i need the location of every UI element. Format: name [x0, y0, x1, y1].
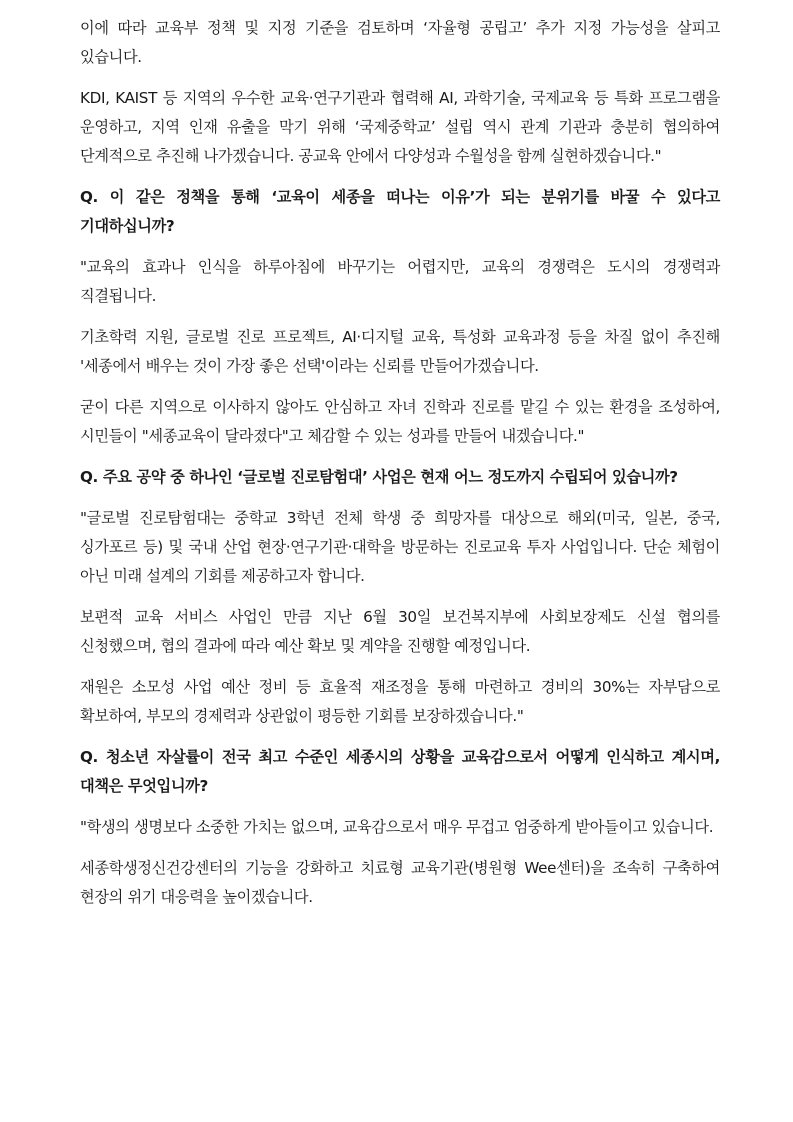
- body-paragraph: 기초학력 지원, 글로벌 진로 프로젝트, AI·디지털 교육, 특성화 교육과정 등을 차질 없이 추진해 '세종에서 배우는 것이 가장 좋은 선택'이라는 신뢰를 만들어가겠습니다.: [80, 328, 720, 375]
- body-paragraph: KDI, KAIST 등 지역의 우수한 교육·연구기관과 협력해 AI, 과학기술, 국제교육 등 특화 프로그램을 운영하고, 지역 인재 유출을 막기 위해 ‘국제중학교’ 설립 역시 관계 기관과 충분히 협의하여 단계적으로 추진해 나가겠습니다. 공교육 안에서 다양성과 수월성을 함께 실현하겠습니다.": [80, 89, 720, 165]
- body-paragraph: 세종학생정신건강센터의 기능을 강화하고 치료형 교육기관(병원형 Wee센터)을 조속히 구축하여 현장의 위기 대응력을 높이겠습니다.: [80, 859, 720, 906]
- body-paragraph: 굳이 다른 지역으로 이사하지 않아도 안심하고 자녀 진학과 진로를 맡길 수 있는 환경을 조성하여, 시민들이 "세종교육이 달라졌다"고 체감할 수 있는 성과를 만들어 내겠습니다.": [80, 398, 720, 445]
- body-paragraph: 이에 따라 교육부 정책 및 지정 기준을 검토하며 ‘자율형 공립고’ 추가 지정 가능성을 살피고 있습니다.: [80, 19, 720, 66]
- body-paragraph: "글로벌 진로탐험대는 중학교 3학년 전체 학생 중 희망자를 대상으로 해외(미국, 일본, 중국, 싱가포르 등) 및 국내 산업 현장·연구기관·대학을 방문하는 진로교육 투자 사업입니다. 단순 체험이 아닌 미래 설계의 기회를 제공하고자 합니다.: [80, 509, 720, 585]
- interview-question: Q. 주요 공약 중 하나인 ‘글로벌 진로탐험대’ 사업은 현재 어느 정도까지 수립되어 있습니까?: [80, 468, 678, 486]
- body-paragraph: 보편적 교육 서비스 사업인 만큼 지난 6월 30일 보건복지부에 사회보장제도 신설 협의를 신청했으며, 협의 결과에 따라 예산 확보 및 계약을 진행할 예정입니다.: [80, 608, 720, 655]
- body-paragraph: "교육의 효과나 인식을 하루아침에 바꾸기는 어렵지만, 교육의 경쟁력은 도시의 경쟁력과 직결됩니다.: [80, 258, 720, 305]
- body-paragraph: "학생의 생명보다 소중한 가치는 없으며, 교육감으로서 매우 무겁고 엄중하게 받아들이고 있습니다.: [80, 818, 714, 836]
- interview-question: Q. 청소년 자살률이 전국 최고 수준인 세종시의 상황을 교육감으로서 어떻게 인식하고 계시며, 대책은 무엇입니까?: [80, 748, 720, 795]
- document-page: [80, 14, 720, 924]
- body-paragraph: 재원은 소모성 사업 예산 정비 등 효율적 재조정을 통해 마련하고 경비의 30%는 자부담으로 확보하여, 부모의 경제력과 상관없이 평등한 기회를 보장하겠습니다.": [80, 678, 720, 725]
- interview-question: Q. 이 같은 정책을 통해 ‘교육이 세종을 떠나는 이유’가 되는 분위기를 바꿀 수 있다고 기대하십니까?: [80, 188, 720, 235]
